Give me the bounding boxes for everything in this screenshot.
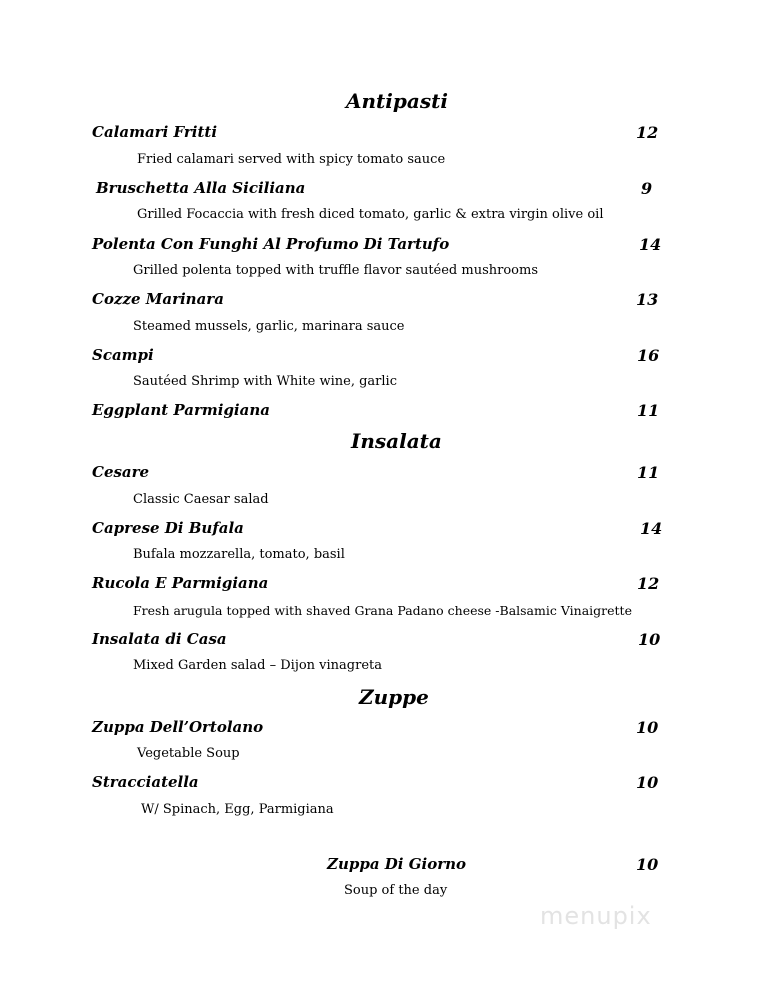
menu-item-name: Scampi <box>92 346 154 364</box>
menu-item-name: Cozze Marinara <box>92 290 224 308</box>
menu-item-price: 10 <box>638 630 661 649</box>
menu-item-description: Grilled Focaccia with fresh diced tomato, garlic & extra virgin olive oil <box>137 207 604 222</box>
menu-item-price: 12 <box>637 574 660 593</box>
menu-item-price: 9 <box>641 179 653 198</box>
menu-item-name: Zuppa Di Giorno <box>327 855 467 873</box>
menu-item-description: Grilled polenta topped with truffle flavor sautéed mushrooms <box>133 263 538 278</box>
menu-item-description: W/ Spinach, Egg, Parmigiana <box>141 802 334 817</box>
menu-item-name: Caprese Di Bufala <box>92 519 244 537</box>
menu-item-name: Cesare <box>92 463 150 481</box>
menu-item-name: Calamari Fritti <box>92 123 218 141</box>
menu-item-name: Bruschetta Alla Siciliana <box>96 179 306 197</box>
menu-item-description: Fried calamari served with spicy tomato sauce <box>137 152 446 167</box>
menu-item-description: Vegetable Soup <box>137 746 240 761</box>
section-title-zuppe: Zuppe <box>359 685 429 709</box>
menu-item-description: Sautéed Shrimp with White wine, garlic <box>133 374 397 389</box>
menu-item-name: Stracciatella <box>92 773 199 791</box>
menu-item-name: Polenta Con Funghi Al Profumo Di Tartufo <box>92 235 450 253</box>
menu-item-description: Mixed Garden salad – Dijon vinagreta <box>133 658 383 673</box>
menu-item-price: 10 <box>636 718 659 737</box>
menu-item-description: Classic Caesar salad <box>133 492 269 507</box>
section-title-antipasti: Antipasti <box>346 89 448 113</box>
menu-item-price: 14 <box>639 235 662 254</box>
menu-item-price: 10 <box>636 773 659 792</box>
menu-item-description: Fresh arugula topped with shaved Grana Padano cheese -Balsamic Vinaigrette <box>133 603 632 618</box>
menu-item-name: Insalata di Casa <box>92 630 227 648</box>
menu-item-name: Eggplant Parmigiana <box>92 401 270 419</box>
menu-item-name: Zuppa Dell’Ortolano <box>92 718 264 736</box>
section-title-insalata: Insalata <box>351 429 442 453</box>
menu-item-price: 11 <box>637 401 660 420</box>
menu-item-price: 11 <box>637 463 660 482</box>
menu-item-price: 12 <box>636 123 659 142</box>
menu-item-name: Rucola E Parmigiana <box>92 574 269 592</box>
menu-item-price: 14 <box>640 519 663 538</box>
watermark-logo: menupix <box>540 902 652 930</box>
menu-item-description: Steamed mussels, garlic, marinara sauce <box>133 319 405 334</box>
menu-item-description: Bufala mozzarella, tomato, basil <box>133 547 345 562</box>
menu-item-description: Soup of the day <box>344 883 448 898</box>
menu-item-price: 13 <box>636 290 659 309</box>
menu-item-price: 10 <box>636 855 659 874</box>
menu-item-price: 16 <box>637 346 660 365</box>
